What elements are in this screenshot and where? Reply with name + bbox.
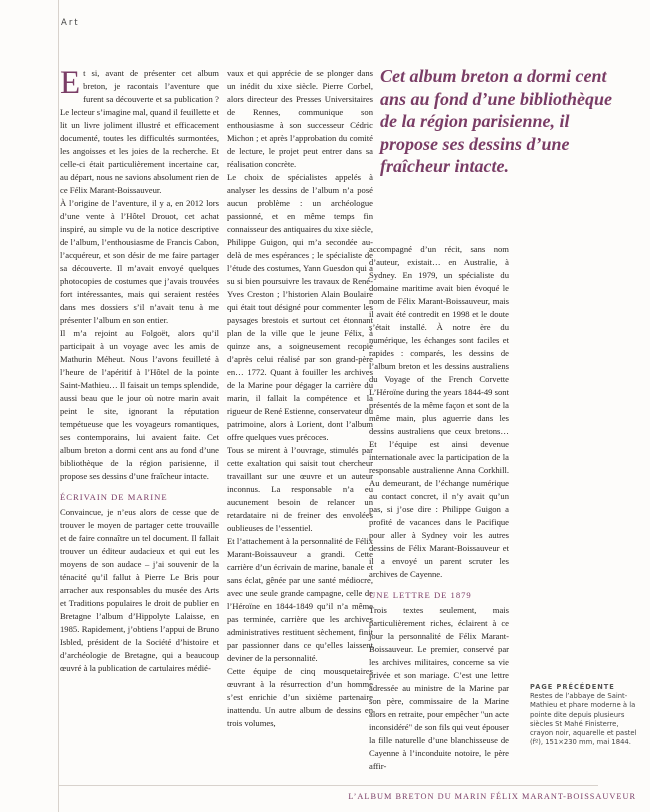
caption-text: Restes de l’abbaye de Saint-Mathieu et phare moderne à la pointe dite depuis plusieurs siècles St Mahé Finisterre, crayon noir, aquarelle et pastel (fº), 151×230 mm, mai 1844. xyxy=(530,692,637,747)
intro-paragraph: Et si, avant de présenter cet album breton, je racontais l’aventure que furent sa découverte et sa publication ? Le lecteur s’imagine mal, quand il feuillette et lit un livre joliment illustré et efficacement documenté, toutes les difficultés surmontées, les angoisses et les joies de la recherche. Et celle-ci était particulièrement incertaine car, au départ, nous ne savions absolument rien de ce Félix Marant-Boissauveur. xyxy=(60,65,219,195)
paragraph: Convaincue, je n’eus alors de cesse que de trouver le moyen de partager cette trouvaille et de faire connaître un tel document. Il fallait trouver un éditeur audacieux et qui eut les moyens de son audace – j’ai souvenir de la ténacité qu’il fallut à Pierre Le Bris pour arracher aux responsables du musée des Arts et Traditions populaires le droit de publier en Bretagne l’album d’Hippolyte Lalaisse, en 1985. Rapidement, j’obtiens l’appui de Bruno Isbled, président de la Société d’histoire et d’archéologie de Bretagne, qui a beaucoup œuvré à la publication de cartulaires médié- xyxy=(60,507,219,673)
paragraph: Il m’a rejoint au Folgoët, alors qu’il participait à un voyage avec les amis de Mathurin Méheut. Nous l’avons feuilleté à l’heure de l’apéritif à l’Hôtel de la pointe Saint-Mathieu… Il faisait un temps splendide, aussi beau que le jour où notre marin avait peint le site, ignorant la réputation tempétueuse que les voyageurs romantiques, ses contemporains, lui avaient faite. Cet album breton a dormi cent ans au fond d’une bibliothèque de la région parisienne, il propose ses dessins d’une fraîcheur intacte. xyxy=(60,328,219,481)
subheading: UNE LETTRE DE 1879 xyxy=(369,590,472,600)
column-1 xyxy=(60,67,219,675)
paragraph: À l’origine de l’aventure, il y a, en 2012 lors d’une vente à l’Hôtel Drouot, cet achat inspiré, au simple vu de la notice descriptive de l’album, l’enthousiasme de Francis Cabon, l’acquéreur, et son désir de me faire partager sa découverte. Il m’avait envoyé quelques photocopies de costumes que j’avais trouvées fort intéressantes, mais qui seraient restées dans mes dossiers s’il n’avait tenu à me présenter l’album en son entier. xyxy=(60,198,219,325)
column-2 xyxy=(227,67,373,730)
section-tag: Art xyxy=(61,18,80,28)
image-caption xyxy=(530,683,638,747)
pull-quote: Cet album breton a dormi cent ans au fond d’une bibliothèque de la région parisienne, il propose ses dessins d’une fraîcheur intacte. xyxy=(380,66,613,176)
running-footer: L’ALBUM BRETON DU MARIN FÉLIX MARANT-BOISSAUVEUR xyxy=(348,792,636,801)
paragraph: Cette équipe de cinq mousquetaires œuvrant à la résurrection d’un homme s’est enrichie d’un sixième partenaire inattendu. Un autre album de dessins en trois volumes, xyxy=(227,666,373,728)
footer-rule xyxy=(58,785,598,786)
paragraph: Tous se mirent à l’ouvrage, stimulés par cette exaltation qui saisit tout chercheur travaillant sur une œuvre et un auteur inconnus. La responsable n’a eu aucunement besoin de relancer un retardataire ni de freiner des envolées oublieuses de l’essentiel. xyxy=(227,445,373,533)
paragraph: accompagné d’un récit, sans nom d’auteur, existait… en Australie, à Sydney. En 1979, un spécialiste du domaine maritime avait bien évoqué le nom de Félix Marant-Boissauveur, mais il avait été contredit en 1998 et le doute s’était installé. À notre ère du numérique, les échanges sont faciles et rapides : comparés, les dessins de l’album breton et les dessins australiens du Voyage of the French Corvette L’Héroïne during the years 1844-49 sont présentés de la même façon et sont de la même main, plus aguerrie dans les dessins australiens que ceux bretons… Et l’équipe est ainsi devenue internationale avec la participation de la responsable australienne Anna Corkhill. Au demeurant, de l’échange numérique au contact concret, il n’y avait qu’un pas, si j’ose dire : Philippe Guigon a profité de vacances dans le Pacifique pour aller à Sydney voir les autres dessins de Félix Marant-Boissauveur et il a envoyé un parent scruter les archives de Cayenne. xyxy=(369,244,509,579)
caption-heading: PAGE PRÉCÉDENTE xyxy=(530,683,615,691)
left-margin-rule xyxy=(58,0,59,812)
paragraph: vaux et qui apprécie de se plonger dans un inédit du xixe siècle. Pierre Corbel, alors directeur des Presses Universitaires de Rennes, communique son enthousiasme à son successeur Cédric Michon ; et après l’approbation du comité de lecture, le projet peut entrer dans sa réalisation concrète. xyxy=(227,68,373,169)
drop-cap: E xyxy=(60,65,81,101)
column-3 xyxy=(369,243,509,773)
paragraph: Trois textes seulement, mais particulièrement riches, éclairent à ce jour la personnalité de Félix Marant-Boissauveur. Le premier, conservé par les archives militaires, concerne sa vie privée et son mariage. C’est une lettre adressée au ministre de la Marine par son père, commissaire de la Marine alors en retraite, pour empêcher "un acte inconsidéré" de son fils qui veut épouser la fille naturelle d’une blanchisseuse de Cayenne à l’inconduite notoire, le père affir- xyxy=(369,605,509,771)
paragraph: Et l’attachement à la personnalité de Félix Marant-Boissauveur a grandi. Cette carrière d’un écrivain de marine, banale et sans éclat, gênée par une santé médiocre, avec une seule grande campagne, celle de l’Héroïne en 1844-1849 qu’il n’a même pas terminée, carrière que les archives administratives restituent sèchement, finit par passionner dans ce qu’elles laissent deviner de la personnalité. xyxy=(227,536,373,663)
subheading: ÉCRIVAIN DE MARINE xyxy=(60,492,168,502)
paragraph: Le choix de spécialistes appelés à analyser les dessins de l’album n’a posé aucun problème : un archéologue passionné, et en même temps fin connaisseur des antiquaires du xixe siècle, Philippe Guigon, qui m’a secondée au-delà de mes espérances ; le spécialiste de l’étude des costumes, Yann Guesdon qui a su si bien poursuivre les travaux de René-Yves Creston ; l’historien Alain Boulaire qui était tout désigné pour commenter les paysages brestois et surtout cet étonnant plan de la ville que le jeune Félix, à quinze ans, a soigneusement recopié d’après celui réalisé par son grand-père en… 1772. Quant à fouiller les archives de la Marine pour dégager la carrière du marin, il fallait la compétence et la rigueur de René Estienne, conservateur du patrimoine, alors à Lorient, dont l’album offre quelques vues précoces. xyxy=(227,172,373,442)
